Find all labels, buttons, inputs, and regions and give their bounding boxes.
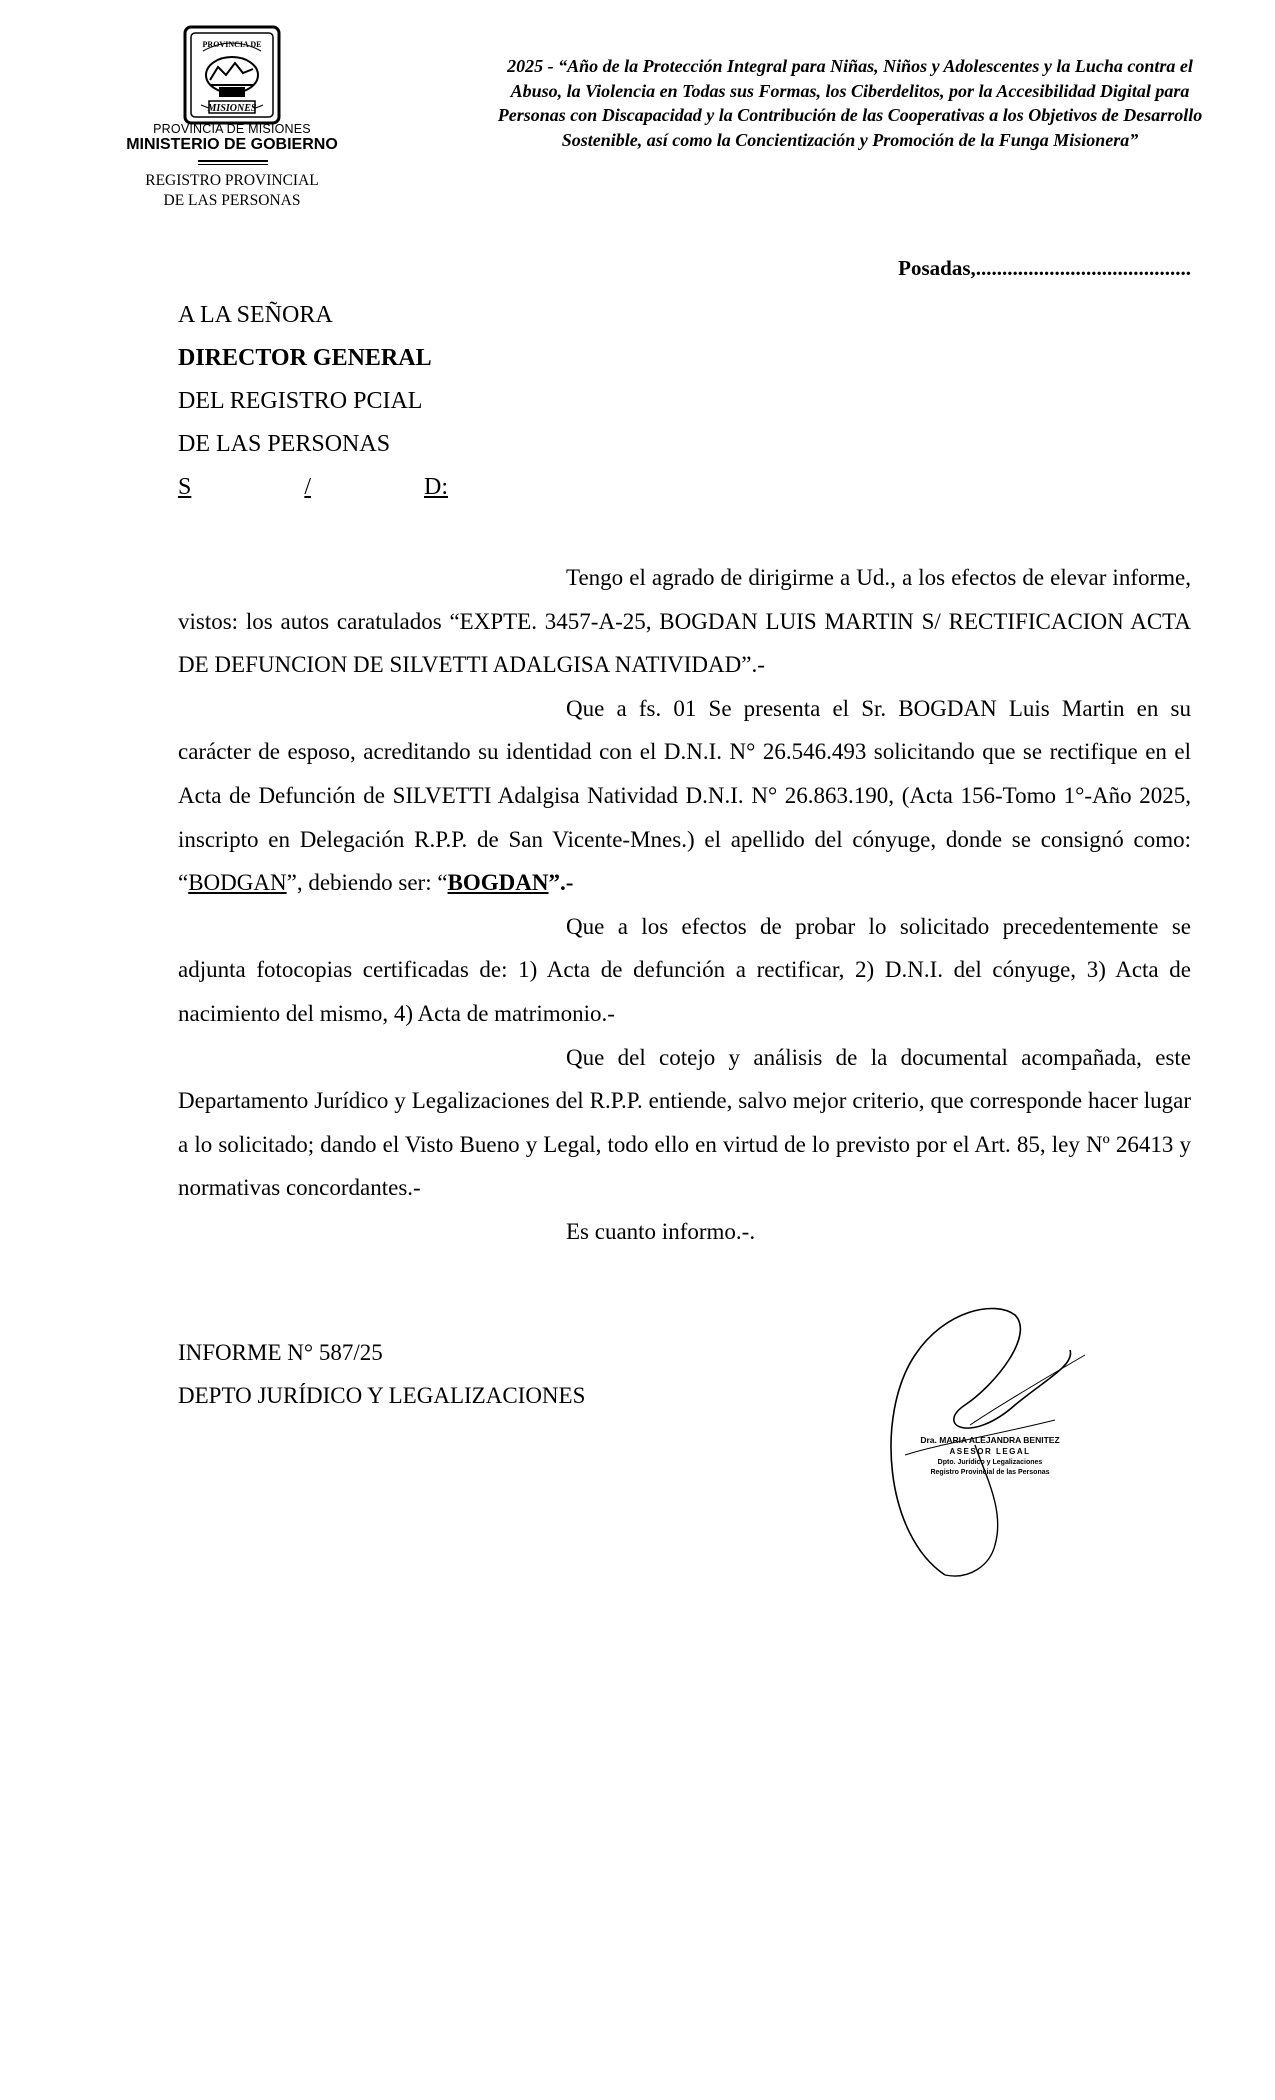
place-date: Posadas,......................................... — [898, 256, 1191, 280]
paragraph-request-text: Que a fs. 01 Se presenta el Sr. BOGDAN Luis Martin en su carácter de esposo, acreditando su identidad con el D.N.I. N° 26.546.493 solicitando que se rectifique en el Acta de Defunción de SILVETTI Adalgisa Natividad D.N.I. N° 26.863.190, (Acta 156-Tomo 1°-Año 2025, inscripto en Delegación R.P.P. de San Vicente-Mnes.) el apellido del cónyuge, donde se consignó como: “ — [178, 695, 1191, 896]
province-name: PROVINCIA DE MISIONES — [153, 122, 311, 136]
addressee-sd-slash: / — [304, 474, 312, 500]
letterhead-divider — [198, 160, 268, 162]
addressee-sd — [178, 474, 448, 501]
addressee-line-3: DEL REGISTRO PCIAL — [178, 388, 423, 414]
paragraph-request-end: ”.- — [548, 870, 574, 896]
report-number: INFORME N° 587/25 — [178, 1340, 383, 1365]
addressee-line-4: DE LAS PERSONAS — [178, 431, 391, 457]
handwritten-signature — [875, 1295, 1105, 1585]
provincia-de-misiones-crest — [183, 25, 281, 125]
stamp-name: Dra. MARIA ALEJANDRA BENITEZ — [920, 1435, 1060, 1445]
registry-name-line1: REGISTRO PROVINCIAL — [145, 172, 319, 189]
paragraph-conclusion: Que del cotejo y análisis de la documental acompañada, este Departamento Jurídico y Legalizaciones del R.P.P. entiende, salvo mejor criterio, que corresponde hacer lugar a lo solicitado; dando el Visto Bueno y Legal, todo ello en virtud de lo previsto por el Art. 85, ley Nº 26413 y normativas concordantes.- — [178, 1044, 1191, 1201]
addressee-sd-d: D: — [424, 474, 448, 500]
letter-body — [178, 556, 1191, 1254]
svg-text:MISIONES: MISIONES — [207, 103, 257, 114]
stamp-registry: Registro Provincial de las Personas — [930, 1469, 1050, 1476]
addressee-sd-s: S — [178, 474, 192, 500]
stamp-department: Dpto. Jurídico y Legalizaciones — [937, 1459, 1043, 1466]
correct-surname: BOGDAN — [447, 870, 549, 896]
stamp-title: ASESOR LEGAL — [949, 1447, 1031, 1456]
ministry-name: MINISTERIO DE GOBIERNO — [126, 136, 338, 153]
paragraph-request — [178, 687, 1191, 905]
addressee-line-1: A LA SEÑORA — [178, 302, 333, 328]
paragraph-intro: Tengo el agrado de dirigirme a Ud., a los efectos de elevar informe, vistos: los autos caratulados “EXPTE. 3457-A-25, BOGDAN LUIS MARTIN S/ RECTIFICACION ACTA DE DEFUNCION DE SILVETTI ADALGISA NATIVIDAD”.- — [178, 565, 1191, 678]
letterhead-divider-thin — [198, 164, 268, 165]
closing-line: Es cuanto informo.-. — [566, 1218, 756, 1244]
paragraph-request-mid: ”, debiendo ser: “ — [286, 870, 448, 896]
svg-text:PROVINCIA DE: PROVINCIA DE — [202, 40, 262, 49]
report-department: DEPTO JURÍDICO Y LEGALIZACIONES — [178, 1383, 586, 1408]
paragraph-evidence: Que a los efectos de probar lo solicitado precedentemente se adjunta fotocopias certificadas de: 1) Acta de defunción a rectificar, 2) D.N.I. del cónyuge, 3) Acta de nacimiento del mismo, 4) Acta de matrimonio.- — [178, 913, 1191, 1026]
year-motto: 2025 - “Año de la Protección Integral para Niñas, Niños y Adolescentes y la Lucha contra el Abuso, la Violencia en Todas sus Formas, los Ciberdelitos, por la Accesibilidad Digital para Personas con Discapacidad y la Contribución de las Cooperativas a los Objetivos de Desarrollo Sostenible, así como la Concientización y Promoción de la Funga Misionera” — [497, 56, 1203, 150]
registry-name-line2: DE LAS PERSONAS — [163, 192, 301, 209]
wrong-surname: BODGAN — [188, 870, 287, 896]
addressee-line-2: DIRECTOR GENERAL — [178, 345, 432, 371]
